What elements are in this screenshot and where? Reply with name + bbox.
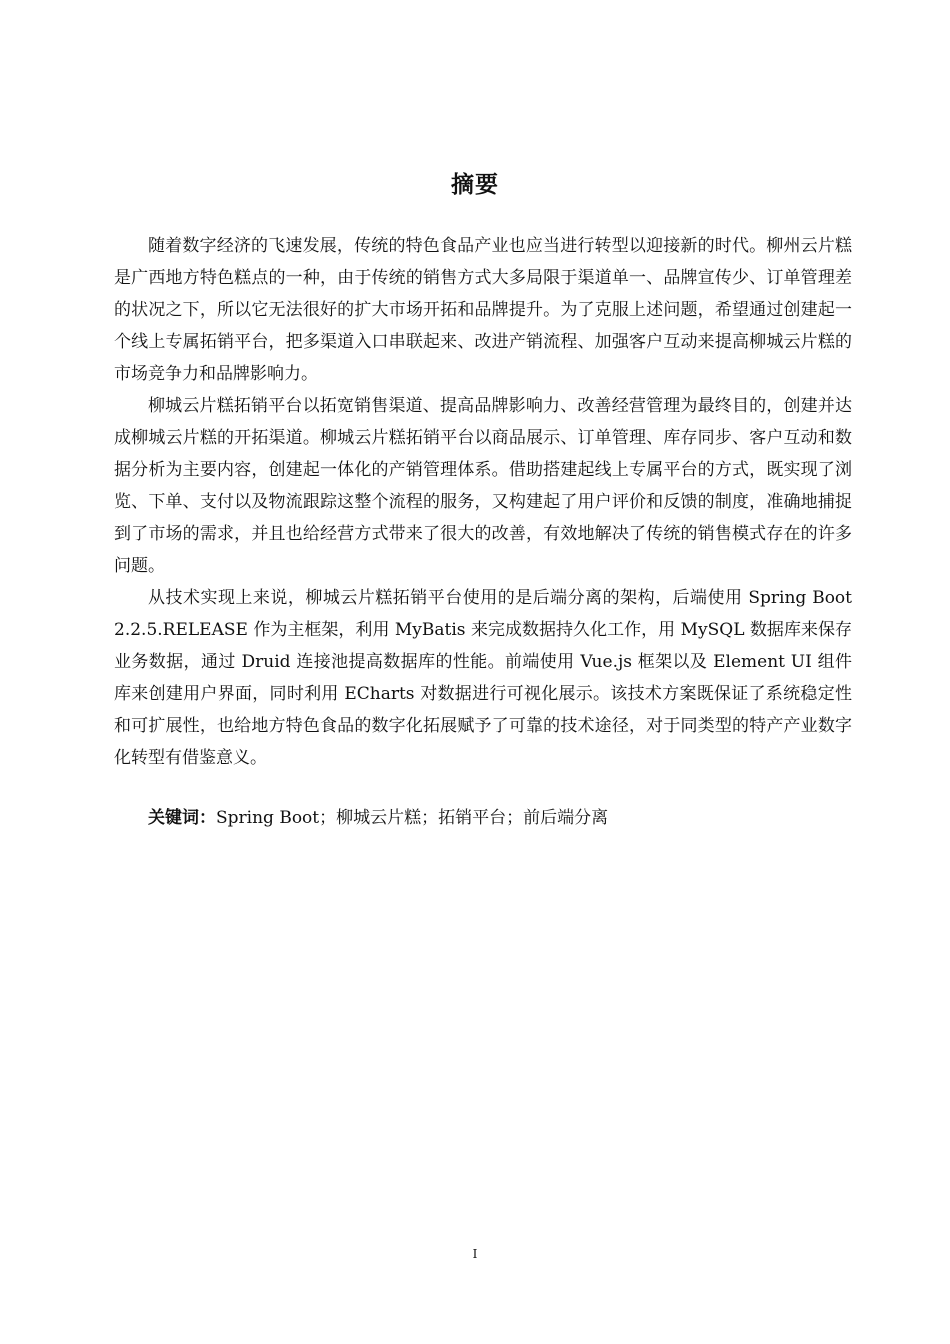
abstract-paragraph-1: 随着数字经济的飞速发展，传统的特色食品产业也应当进行转型以迎接新的时代。柳州云片糕是广西地方特色糕点的一种，由于传统的销售方式大多局限于渠道单一、品牌宣传少、订单管理差的状况之下，所以它无法很好的扩大市场开拓和品牌提升。为了克服上述问题，希望通过创建起一个线上专属拓销平台，把多渠道入口串联起来、改进产销流程、加强客户互动来提高柳城云片糕的市场竞争力和品牌影响力。 bbox=[114, 236, 852, 384]
abstract-paragraph-3: 从技术实现上来说，柳城云片糕拓销平台使用的是后端分离的架构，后端使用 Spring Boot 2.2.5.RELEASE 作为主框架，利用 MyBatis 来完成数据持久化工作，用 MySQL 数据库来保存业务数据，通过 Druid 连接池提高数据库的性能。前端使用 Vue.js 框架以及 Element UI 组件库来创建用户界面，同时利用 ECharts 对数据进行可视化展示。该技术方案既保证了系统稳定性和可扩展性，也给地方特色食品的数字化拓展赋予了可靠的技术途径，对于同类型的特产产业数字化转型有借鉴意义。 bbox=[114, 588, 852, 768]
abstract-title: 摘要 bbox=[451, 172, 499, 198]
keywords-text: Spring Boot；柳城云片糕；拓销平台；前后端分离 bbox=[216, 808, 609, 828]
abstract-body bbox=[114, 230, 852, 774]
keywords-line bbox=[148, 802, 608, 834]
abstract-paragraph-2: 柳城云片糕拓销平台以拓宽销售渠道、提高品牌影响力、改善经营管理为最终目的，创建并达成柳城云片糕的开拓渠道。柳城云片糕拓销平台以商品展示、订单管理、库存同步、客户互动和数据分析为主要内容，创建起一体化的产销管理体系。借助搭建起线上专属平台的方式，既实现了浏览、下单、支付以及物流跟踪这整个流程的服务，又构建起了用户评价和反馈的制度，准确地捕捉到了市场的需求，并且也给经营方式带来了很大的改善，有效地解决了传统的销售模式存在的许多问题。 bbox=[114, 396, 852, 576]
page-number: I bbox=[472, 1247, 478, 1261]
keywords-label: 关键词： bbox=[148, 808, 216, 828]
